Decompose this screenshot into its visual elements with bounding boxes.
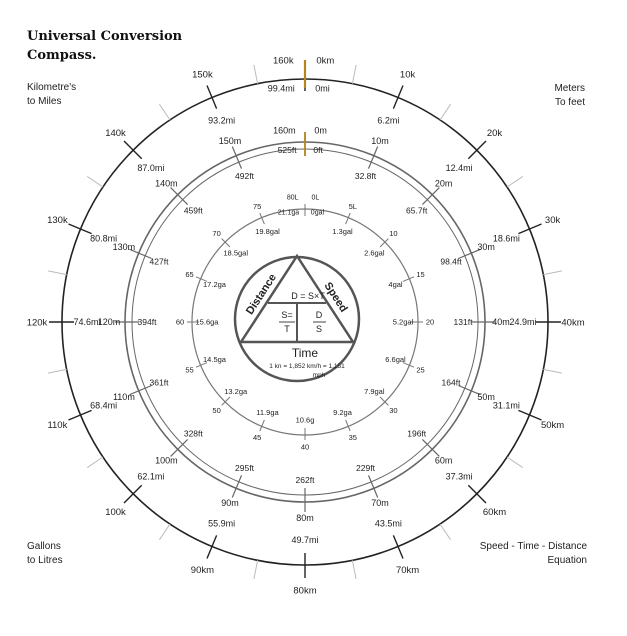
middle-meter-label: 110m bbox=[112, 392, 135, 403]
inner-litre-label: 15 bbox=[416, 269, 425, 279]
triangle-formula-bl-bottom: T bbox=[284, 324, 290, 334]
inner-litre-label: 20 bbox=[425, 317, 435, 327]
inner-litre-label: 70 bbox=[212, 229, 221, 239]
middle-meter-label: 150m bbox=[218, 136, 242, 147]
middle-foot-label: 459ft bbox=[183, 205, 203, 216]
inner-gallon-label: 10.6g bbox=[295, 415, 315, 425]
outer-mile-label: 68.4mi bbox=[90, 400, 118, 411]
inner-litre-label: 65 bbox=[185, 269, 194, 279]
inner-major-tick bbox=[222, 239, 230, 247]
inner-litre-label: 0L bbox=[311, 194, 320, 202]
inner-gallon-label: 14.5ga bbox=[203, 355, 226, 365]
inner-litre-label: 5L bbox=[348, 202, 357, 212]
outer-km-label: 160k bbox=[272, 55, 294, 67]
middle-foot-label: 361ft bbox=[149, 377, 169, 388]
inner-litre-label: 30 bbox=[389, 406, 398, 415]
middle-major-tick bbox=[422, 188, 439, 205]
outer-minor-tick bbox=[48, 271, 67, 275]
outer-minor-tick bbox=[87, 176, 103, 187]
middle-major-tick bbox=[171, 439, 188, 456]
outer-mile-label: 80.8mi bbox=[90, 233, 118, 244]
triangle-label-distance: Distance bbox=[243, 271, 280, 317]
inner-gallon-label: 17.2ga bbox=[203, 280, 226, 290]
outer-minor-tick bbox=[440, 104, 451, 120]
middle-foot-label: 65.7ft bbox=[406, 205, 428, 216]
outer-mile-label: 99.4mi bbox=[267, 83, 295, 94]
corner-label: Meters bbox=[554, 83, 585, 94]
corner-label: Speed - Time - Distance bbox=[479, 541, 587, 552]
middle-meter-label: 130m bbox=[112, 242, 136, 253]
outer-mile-label: 0mi bbox=[315, 83, 330, 94]
inner-gallon-label: 18.5gal bbox=[223, 248, 249, 258]
outer-minor-tick bbox=[352, 560, 356, 579]
outer-minor-tick bbox=[159, 104, 170, 120]
middle-meter-label: 20m bbox=[434, 178, 453, 189]
inner-gallon-label: 5.2gal bbox=[392, 317, 414, 327]
outer-km-label: 10k bbox=[399, 69, 416, 81]
triangle-formula-top: D = S×T bbox=[291, 291, 325, 301]
inner-gallon-label: 9.2ga bbox=[333, 408, 352, 418]
middle-foot-label: 229ft bbox=[356, 462, 375, 473]
middle-meter-label: 100m bbox=[155, 455, 178, 466]
outer-km-label: 40km bbox=[561, 317, 585, 329]
middle-meter-label: 30m bbox=[477, 242, 495, 253]
outer-km-label: 110k bbox=[47, 419, 68, 431]
middle-foot-label: 0ft bbox=[313, 145, 323, 156]
outer-mile-label: 62.1mi bbox=[137, 471, 165, 482]
inner-gallon-label: 1.3gal bbox=[332, 227, 353, 237]
outer-mile-label: 49.7mi bbox=[291, 535, 319, 546]
inner-litre-label: 40 bbox=[300, 442, 310, 452]
outer-km-label: 50km bbox=[540, 419, 565, 431]
inner-gallon-label: 19.8gal bbox=[255, 227, 280, 237]
inner-major-tick bbox=[380, 239, 388, 247]
inner-litre-label: 75 bbox=[253, 202, 262, 212]
middle-meter-label: 40m bbox=[492, 317, 510, 328]
outer-mile-label: 87.0mi bbox=[137, 163, 165, 173]
middle-foot-label: 164ft bbox=[441, 377, 461, 388]
middle-foot-label: 427ft bbox=[149, 256, 169, 267]
inner-major-tick bbox=[380, 397, 388, 405]
outer-mile-label: 31.1mi bbox=[492, 400, 520, 411]
middle-foot-label: 394ft bbox=[137, 317, 157, 327]
triangle-label-speed: Speed bbox=[321, 280, 350, 315]
inner-litre-label: 55 bbox=[185, 365, 194, 375]
inner-litre-label: 35 bbox=[348, 433, 357, 443]
middle-major-tick bbox=[171, 188, 188, 205]
corner-label: to Miles bbox=[27, 96, 62, 107]
outer-minor-tick bbox=[254, 65, 258, 84]
outer-minor-tick bbox=[507, 457, 523, 468]
outer-km-label: 120k bbox=[26, 317, 48, 329]
middle-meter-label: 140m bbox=[155, 178, 178, 189]
speed-note-unit: mph bbox=[312, 372, 326, 379]
middle-foot-label: 492ft bbox=[235, 171, 254, 181]
outer-km-label: 30k bbox=[544, 214, 561, 226]
corner-label: Equation bbox=[547, 555, 587, 566]
outer-mile-label: 93.2mi bbox=[208, 115, 236, 126]
middle-meter-label: 50m bbox=[477, 392, 495, 403]
title-line-2: Compass. bbox=[27, 48, 97, 63]
equation-badge bbox=[235, 256, 359, 381]
outer-mile-label: 12.4mi bbox=[445, 163, 473, 173]
middle-meter-label: 70m bbox=[371, 498, 389, 509]
inner-gallon-label: 15.6ga bbox=[195, 317, 219, 327]
middle-meter-label: 160m bbox=[273, 125, 296, 136]
middle-meter-label: 0m bbox=[314, 125, 327, 136]
triangle-formula-br-top: D bbox=[315, 310, 323, 320]
outer-minor-tick bbox=[254, 560, 258, 579]
outer-km-label: 60km bbox=[482, 506, 507, 518]
triangle-formula-br-bottom: S bbox=[315, 324, 323, 334]
outer-km-label: 20k bbox=[486, 127, 503, 139]
outer-mile-label: 74.6mi bbox=[73, 317, 101, 328]
triangle-formula-bl-top: S= bbox=[281, 310, 293, 320]
triangle-label-time: Time bbox=[291, 346, 319, 360]
outer-minor-tick bbox=[48, 369, 67, 373]
title-line-1: Universal Conversion bbox=[27, 29, 183, 44]
middle-foot-label: 525ft bbox=[277, 145, 297, 156]
outer-km-label: 150k bbox=[192, 69, 213, 81]
outer-minor-tick bbox=[543, 369, 562, 373]
inner-gallon-label: 21.1ga bbox=[277, 209, 300, 217]
outer-minor-tick bbox=[543, 271, 562, 275]
outer-km-label: 130k bbox=[47, 214, 68, 226]
middle-major-tick bbox=[422, 439, 439, 456]
corner-label: Gallons bbox=[27, 541, 61, 552]
outer-minor-tick bbox=[440, 524, 451, 540]
outer-mile-label: 6.2mi bbox=[377, 115, 400, 126]
inner-litre-label: 45 bbox=[253, 433, 262, 443]
inner-gallon-label: 13.2ga bbox=[224, 386, 248, 396]
outer-km-label: 100k bbox=[105, 506, 126, 518]
middle-foot-label: 196ft bbox=[407, 428, 427, 439]
outer-minor-tick bbox=[507, 176, 523, 187]
inner-gallon-label: 0gal bbox=[310, 209, 325, 217]
middle-meter-label: 10m bbox=[371, 136, 389, 147]
outer-km-label: 90km bbox=[190, 564, 215, 576]
inner-gallon-label: 11.9ga bbox=[256, 408, 279, 418]
inner-gallon-label: 6.6gal bbox=[385, 355, 406, 365]
outer-km-label: 80km bbox=[293, 585, 317, 597]
outer-minor-tick bbox=[87, 457, 103, 468]
middle-meter-label: 80m bbox=[296, 513, 314, 524]
outer-minor-tick bbox=[352, 65, 356, 84]
corner-label: to Litres bbox=[27, 555, 63, 566]
inner-gallon-label: 7.9gal bbox=[364, 386, 385, 396]
inner-gallon-label: 2.6gal bbox=[364, 248, 385, 258]
inner-gallon-label: 4gal bbox=[388, 280, 403, 290]
inner-major-tick bbox=[222, 397, 230, 405]
middle-foot-label: 131ft bbox=[453, 317, 473, 327]
middle-meter-label: 60m bbox=[434, 455, 453, 466]
inner-litre-label: 50 bbox=[212, 406, 221, 415]
middle-meter-label: 90m bbox=[221, 498, 239, 509]
outer-minor-tick bbox=[159, 524, 170, 540]
outer-mile-label: 43.5mi bbox=[374, 518, 402, 529]
middle-foot-label: 295ft bbox=[235, 462, 254, 473]
middle-foot-label: 98.4ft bbox=[440, 256, 462, 267]
middle-foot-label: 328ft bbox=[183, 428, 203, 439]
middle-foot-label: 32.8ft bbox=[354, 171, 377, 181]
speed-note: 1 kn = 1,852 km/h = 1,151 bbox=[269, 363, 345, 370]
outer-mile-label: 18.6mi bbox=[492, 233, 520, 244]
middle-meter-label: 120m bbox=[97, 317, 121, 328]
middle-foot-label: 262ft bbox=[295, 475, 315, 485]
inner-litre-label: 60 bbox=[175, 317, 185, 327]
outer-km-label: 140k bbox=[105, 127, 126, 139]
inner-litre-label: 25 bbox=[416, 365, 425, 375]
outer-mile-label: 55.9mi bbox=[208, 518, 236, 529]
outer-mile-label: 37.3mi bbox=[445, 471, 473, 482]
outer-mile-label: 24.9mi bbox=[509, 317, 537, 328]
outer-km-label: 0km bbox=[316, 55, 335, 67]
inner-litre-label: 10 bbox=[389, 229, 398, 239]
outer-km-label: 70km bbox=[395, 564, 420, 576]
corner-label: To feet bbox=[554, 97, 585, 108]
inner-litre-label: 80L bbox=[286, 194, 299, 202]
corner-label: Kilometre's bbox=[27, 82, 77, 93]
